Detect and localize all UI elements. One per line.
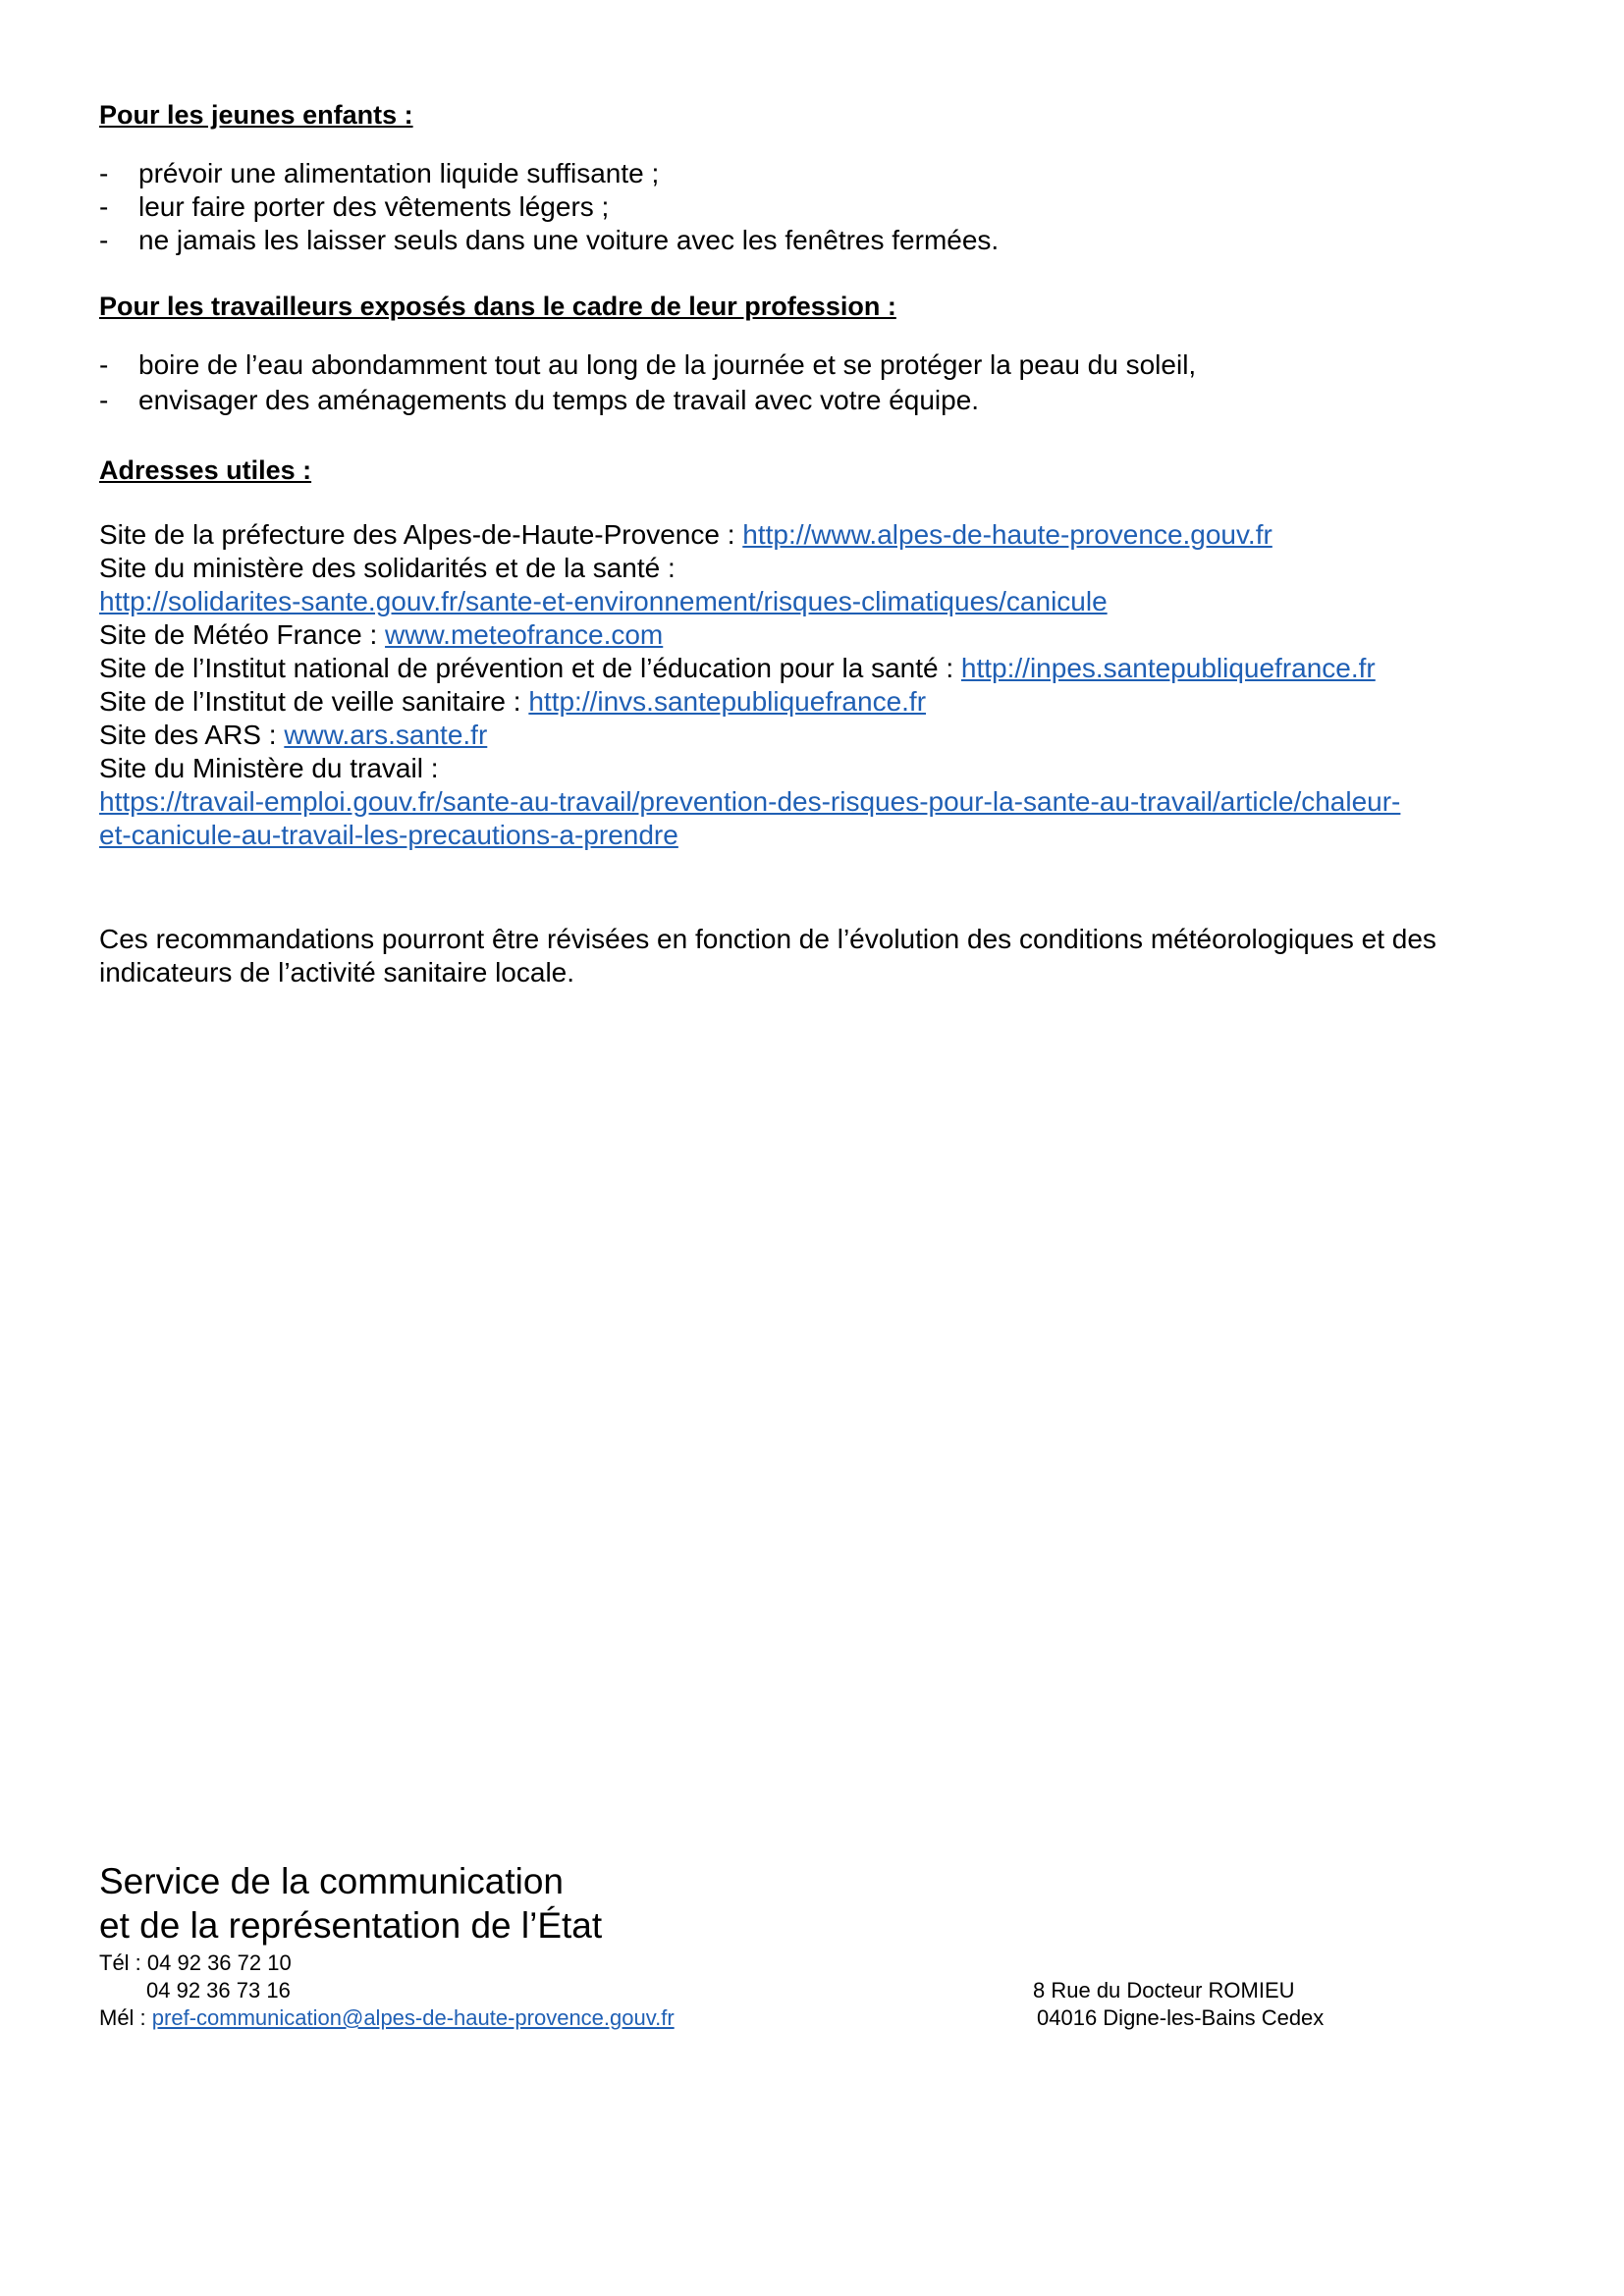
- bullet-dash: -: [99, 385, 109, 415]
- list-item-text: prévoir une alimentation liquide suffisante ;: [138, 158, 660, 188]
- link-ministry-health[interactable]: http://solidarites-sante.gouv.fr/sante-et-environnement/risques-climatiques/canicule: [99, 586, 1108, 616]
- list-workers: [99, 347, 1196, 418]
- link-ars[interactable]: www.ars.sante.fr: [284, 720, 488, 750]
- list-item-text: leur faire porter des vêtements légers ;: [138, 191, 610, 222]
- address-line-ars: [99, 719, 1531, 752]
- footer-service-title-line2: et de la représentation de l’État: [99, 1905, 603, 1946]
- tel-number-2: 04 92 36 73 16: [146, 1978, 291, 2002]
- list-item: [99, 157, 999, 190]
- address-line-ministry-health-link: [99, 585, 1531, 618]
- footer-address-line2: 04016 Digne-les-Bains Cedex: [1037, 2005, 1325, 2030]
- link-meteo[interactable]: www.meteofrance.com: [385, 619, 664, 650]
- list-item-text: ne jamais les laisser seuls dans une voiture avec les fenêtres fermées.: [138, 225, 1000, 255]
- address-line-inpes: [99, 652, 1531, 685]
- list-item-text: envisager des aménagements du temps de travail avec votre équipe.: [138, 385, 980, 415]
- address-label: Site de l’Institut de veille sanitaire :: [99, 686, 529, 717]
- list-item-text: boire de l’eau abondamment tout au long de la journée et se protéger la peau du soleil,: [138, 349, 1197, 380]
- footer-tel-line1: [99, 1949, 292, 1977]
- list-item: [99, 190, 999, 224]
- address-label: Site de la préfecture des Alpes-de-Haute-Provence :: [99, 519, 743, 550]
- address-line-ministry-work-link-1: [99, 785, 1531, 819]
- link-invs[interactable]: http://invs.santepubliquefrance.fr: [528, 686, 927, 717]
- heading-useful-addresses: Adresses utiles :: [99, 455, 312, 485]
- address-line-ministry-work-link-2: [99, 819, 1531, 852]
- list-item: [99, 224, 999, 257]
- footer-mail-line: [99, 2003, 675, 2032]
- mail-label: Mél :: [99, 2005, 152, 2030]
- heading-workers: Pour les travailleurs exposés dans le cadre de leur profession :: [99, 292, 896, 321]
- link-prefecture[interactable]: http://www.alpes-de-haute-provence.gouv.fr: [742, 519, 1272, 550]
- footer-tel-line2: [146, 1976, 291, 2004]
- link-ministry-work-part2[interactable]: et-canicule-au-travail-les-precautions-a-prendre: [99, 820, 678, 850]
- tel-number-1: 04 92 36 72 10: [146, 1950, 292, 1975]
- address-line-ministry-health-label: Site du ministère des solidarités et de la santé :: [99, 553, 676, 583]
- bullet-dash: -: [99, 158, 109, 188]
- list-item: [99, 383, 1196, 418]
- bullet-dash: -: [99, 349, 109, 380]
- useful-addresses-block: [99, 518, 1531, 852]
- address-line-meteo: [99, 618, 1531, 652]
- address-label: Site de l’Institut national de prévention et de l’éducation pour la santé :: [99, 653, 961, 683]
- address-label: Site des ARS :: [99, 720, 285, 750]
- footer-address-line1: 8 Rue du Docteur ROMIEU: [1033, 1978, 1295, 2002]
- link-mail[interactable]: pref-communication@alpes-de-haute-provence.gouv.fr: [151, 2005, 675, 2030]
- bullet-dash: -: [99, 225, 109, 255]
- address-line-ministry-work-label: Site du Ministère du travail :: [99, 753, 439, 783]
- closing-paragraph: Ces recommandations pourront être révisées en fonction de l’évolution des conditions météorologiques et des indicateurs de l’activité sanitaire locale.: [99, 924, 1436, 988]
- footer-service-title-line1: Service de la communication: [99, 1861, 564, 1901]
- address-line-prefecture: [99, 518, 1531, 552]
- link-ministry-work-part1[interactable]: https://travail-emploi.gouv.fr/sante-au-travail/prevention-des-risques-pour-la-sante-au-travail/article/chaleur-: [99, 786, 1401, 817]
- tel-label: Tél :: [99, 1950, 147, 1975]
- bullet-dash: -: [99, 191, 109, 222]
- heading-young-children: Pour les jeunes enfants :: [99, 100, 413, 130]
- list-young-children: [99, 157, 999, 257]
- address-line-invs: [99, 685, 1531, 719]
- address-label: Site de Météo France :: [99, 619, 386, 650]
- list-item: [99, 347, 1196, 383]
- link-inpes[interactable]: http://inpes.santepubliquefrance.fr: [960, 653, 1376, 683]
